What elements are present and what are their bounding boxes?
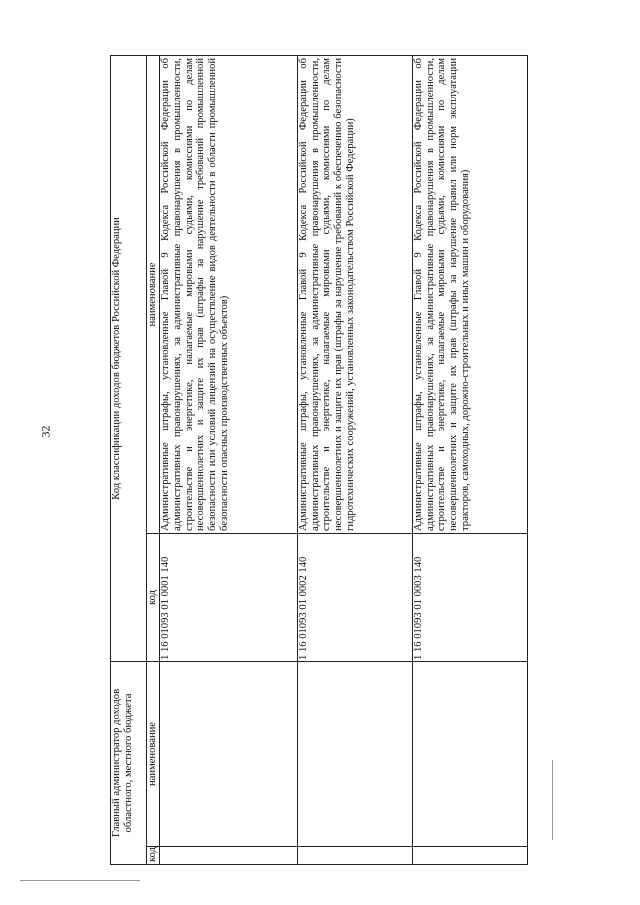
table-row bbox=[160, 56, 298, 865]
scan-artifact-line bbox=[20, 880, 140, 881]
admin-name-cell bbox=[160, 661, 298, 846]
table-header-row bbox=[111, 56, 147, 865]
kbk-name: Административные штрафы, установленные Главой 9 Кодекса Российской Федерации об административных правонарушениях, за административные правонарушения в промышленности, строительстве и энергетике, налагаемые мировыми судьями, комиссиями по делам несовершеннолетних и защите их прав (штрафы за нарушение требований промышленной безопасности или условий лицензий на осуществление видов деятельности в области промышленной безопасности опасных производственных объектов) bbox=[160, 56, 298, 534]
page-number: 32 bbox=[38, 425, 53, 438]
subheader-kod: код bbox=[147, 847, 160, 865]
admin-code-cell bbox=[412, 847, 527, 865]
header-classification: Код классификации доходов бюджетов Российской Федерации bbox=[111, 56, 147, 662]
rotated-table-container bbox=[110, 55, 528, 865]
kbk-code: 1 16 01093 01 0001 140 bbox=[160, 533, 298, 661]
subheader-kod-2: код bbox=[147, 533, 160, 661]
kbk-code: 1 16 01093 01 0003 140 bbox=[412, 533, 527, 661]
subheader-name-2: наименование bbox=[147, 56, 160, 534]
admin-name-cell bbox=[412, 661, 527, 846]
header-admin: Главный администратор доходов областного, местного бюджета bbox=[111, 661, 147, 864]
table-row bbox=[297, 56, 412, 865]
kbk-code: 1 16 01093 01 0002 140 bbox=[297, 533, 412, 661]
budget-classification-table bbox=[110, 55, 528, 865]
kbk-name: Административные штрафы, установленные Главой 9 Кодекса Российской Федерации об административных правонарушениях, за административные правонарушения в промышленности, строительстве и энергетике, налагаемые мировыми судьями, комиссиями по делам несовершеннолетних и защите их прав (штрафы за нарушение требований к обеспечению безопасности гидротехнических сооружений, установленных законодательством Российской Федерации) bbox=[297, 56, 412, 534]
subheader-name: наименование bbox=[147, 661, 160, 846]
table-subheader-row bbox=[147, 56, 160, 865]
scan-artifact-line bbox=[552, 760, 553, 840]
kbk-name: Административные штрафы, установленные Главой 9 Кодекса Российской Федерации об административных правонарушениях, за административные правонарушения в промышленности, строительстве и энергетике, налагаемые мировыми судьями, комиссиями по делам несовершеннолетних и защите их прав (штрафы за нарушение правил или норм эксплуатации тракторов, самоходных, дорожно-строительных и иных машин и оборудования) bbox=[412, 56, 527, 534]
table-row bbox=[412, 56, 527, 865]
admin-name-cell bbox=[297, 661, 412, 846]
admin-code-cell bbox=[160, 847, 298, 865]
admin-code-cell bbox=[297, 847, 412, 865]
